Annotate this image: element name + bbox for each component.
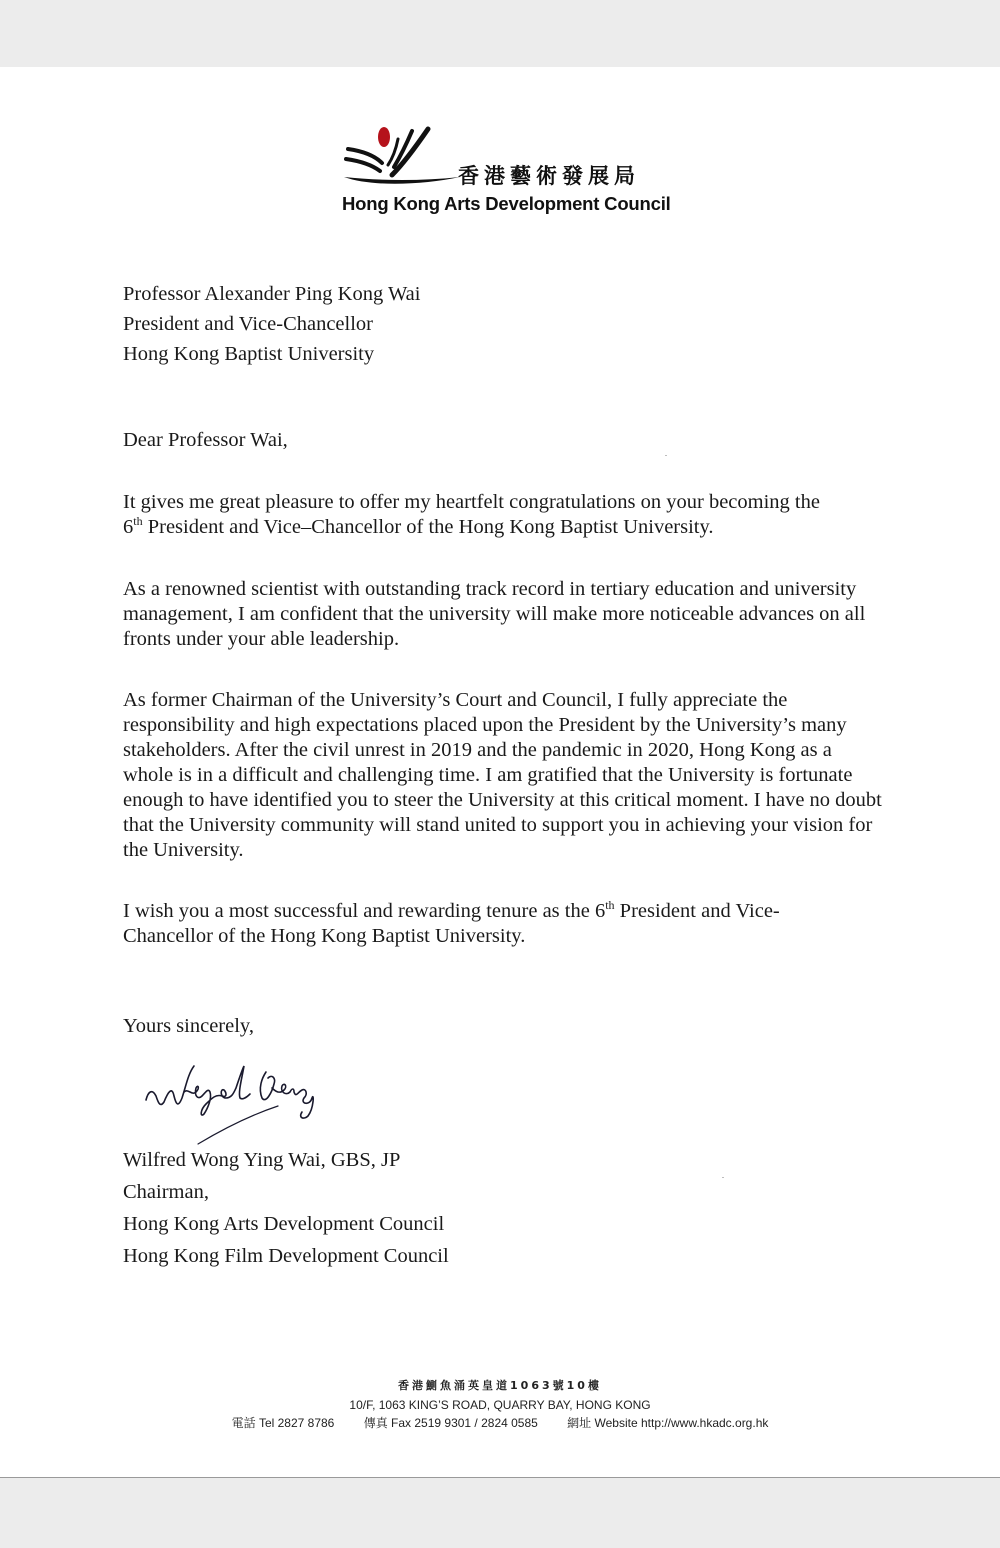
footer-address-chinese: 香港鰂魚涌英皇道1063號10樓 — [398, 1379, 602, 1392]
signatory-org-2: Hong Kong Film Development Council — [123, 1245, 449, 1267]
footer-address-english: 10/F, 1063 KING’S ROAD, QUARRY BAY, HONG KONG — [349, 1397, 651, 1412]
paragraph-4-text-a: I wish you a most successful and rewarding tenure as the — [123, 900, 595, 922]
paragraph-4 — [123, 899, 780, 949]
letterhead-logo — [342, 125, 672, 225]
paragraph-1-line-2 — [123, 515, 820, 540]
footer-website: 網址 Website http://www.hkadc.org.hk — [567, 1416, 769, 1430]
signatory-org-1: Hong Kong Arts Development Council — [123, 1213, 445, 1235]
ordinal-number: 6 — [594, 900, 606, 922]
signatory-block — [123, 1144, 449, 1272]
paragraph-4-text-b: President and Vice- — [614, 900, 780, 922]
paragraph-4-line-2: Chancellor of the Hong Kong Baptist University. — [123, 925, 526, 947]
letterhead-footer — [0, 1377, 1000, 1433]
footer-fax: 傳真 Fax 2519 9301 / 2824 0585 — [363, 1416, 538, 1430]
recipient-title: President and Vice-Chancellor — [123, 313, 374, 335]
recipient-institution: Hong Kong Baptist University — [123, 343, 375, 365]
footer-contacts — [0, 1414, 1000, 1433]
logo-chinese-name: 香港藝術發展局 — [458, 164, 640, 188]
ordinal-number: 6 — [123, 516, 134, 538]
paragraph-4-line-1 — [123, 899, 780, 924]
paragraph-1-line-1: It gives me great pleasure to offer my heartfelt congratulations on your becoming the — [123, 491, 820, 513]
salutation: Dear Professor Wai, — [123, 429, 288, 451]
paragraph-3: As former Chairman of the University’s Court and Council, I fully appreciate the responsibility and high expectations placed upon the President by the University’s many stakeholders. After the civil unrest in 2019 and the pandemic in 2020, Hong Kong as a whole is in a difficult and challenging time. I am gratified that the University is fortunate enough to have identified you to steer the University at this critical moment. I have no doubt that the University community will stand united to support you in achieving your vision for the University. — [123, 689, 882, 861]
closing: Yours sincerely, — [123, 1015, 254, 1037]
recipient-name: Professor Alexander Ping Kong Wai — [123, 283, 421, 305]
logo-english-name: Hong Kong Arts Development Council — [342, 193, 671, 214]
signatory-role: Chairman, — [123, 1181, 209, 1203]
ordinal-suffix: th — [605, 898, 615, 912]
ordinal-suffix: th — [133, 514, 143, 528]
paragraph-1-line-2-text: President and Vice–Chancellor of the Hong Kong Baptist University. — [142, 516, 714, 538]
recipient-block — [123, 279, 420, 369]
paragraph-1 — [123, 490, 820, 540]
scan-speck — [722, 1177, 724, 1178]
hkadc-emblem-icon — [342, 125, 462, 187]
footer-tel: 電話 Tel 2827 8786 — [231, 1416, 335, 1430]
paragraph-2: As a renowned scientist with outstanding track record in tertiary education and university management, I am confident that the university will make more noticeable advances on all fronts under your able leadership. — [123, 578, 866, 650]
signatory-name: Wilfred Wong Ying Wai, GBS, JP — [123, 1149, 401, 1171]
handwritten-signature — [138, 1052, 338, 1147]
scan-speck — [665, 455, 667, 456]
letter-page — [0, 67, 1000, 1478]
